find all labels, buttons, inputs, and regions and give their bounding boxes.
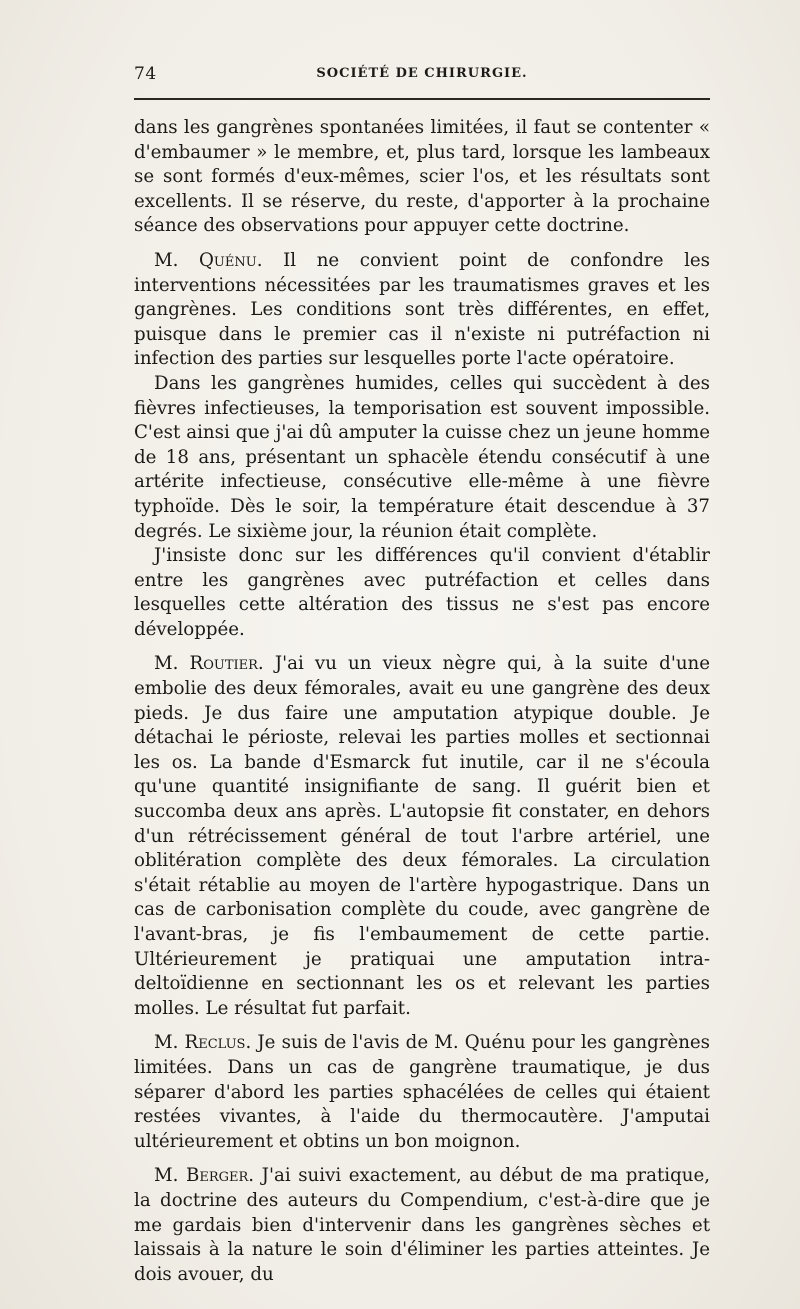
paragraph-text: Il ne convient point de confondre les interventions nécessitées par les traumatismes graves et les gangrènes. Les conditions sont très différentes, en effet, puisque dans le premier cas il n'existe ni putréfaction ni infection des parties sur lesquelles porte l'acte opératoire. xyxy=(134,249,710,370)
paragraph-text: J'ai vu un vieux nègre qui, à la suite d'une embolie des deux fémorales, avait eu une gangrène des deux pieds. Je dus faire une amputation atypique double. Je détachai le périoste, relevai les parties molles et sectionnai les os. La bande d'Esmarck fut inutile, car il ne s'écoula qu'une quantité insignifiante de sang. Il guérit bien et succomba deux ans après. L'autopsie fit constater, en dehors d'un rétrécissement général de tout l'arbre artériel, une oblitération complète des deux fémorales. La circulation s'était rétablie au moyen de l'artère hypogastrique. Dans un cas de carbonisation complète du coude, avec gangrène de l'avant-bras, je fis l'embaumement de cette partie. Ultérieurement je pratiquai une amputation intra-deltoïdienne en sectionnant les os et relevant les parties molles. Le résultat fut parfait. xyxy=(134,653,711,1019)
page-number: 74 xyxy=(134,64,157,84)
paragraph-quenu xyxy=(134,249,710,372)
speaker-name: M. Routier. xyxy=(154,653,264,675)
paragraph-insiste xyxy=(134,544,710,642)
speaker-name: M. Berger. xyxy=(154,1165,255,1187)
speaker-name: M. Quénu. xyxy=(154,249,263,271)
paragraph-text: Dans les gangrènes humides, celles qui succèdent à des fièvres infectieuses, la temporisation est souvent impossible. C'est ainsi que j'ai dû amputer la cuisse chez un jeune homme de 18 ans, présentant un sphacèle étendu consécutif à une artérite infectieuse, consécutive elle-même à une fièvre typhoïde. Dès le soir, la température était descendue à 37 degrés. Le sixième jour, la réunion était complète. xyxy=(134,372,710,542)
paragraph-continuation xyxy=(134,116,710,239)
paragraph-text: J'insiste donc sur les différences qu'il convient d'établir entre les gangrènes avec putréfaction et celles dans lesquelles cette altération des tissus ne s'est pas encore développée. xyxy=(134,545,710,640)
paragraph-text: Je suis de l'avis de M. Quénu pour les gangrènes limitées. Dans un cas de gangrène traumatique, je dus séparer d'abord les parties sphacélées de celles qui étaient restées vivantes, à l'aide du thermocautère. J'amputai ultérieurement et obtins un bon moignon. xyxy=(134,1032,711,1152)
paragraph-text: dans les gangrènes spontanées limitées, il faut se contenter « d'embaumer » le membre, et, plus tard, lorsque les lambeaux se sont formés d'eux-mêmes, scier l'os, et les résultats sont excellents. Il se réserve, du reste, d'apporter à la prochaine séance des observations pour appuyer cette doctrine. xyxy=(134,117,710,237)
header-rule xyxy=(134,98,710,100)
running-title: SOCIÉTÉ DE CHIRURGIE. xyxy=(316,66,528,81)
paragraph-reclus xyxy=(134,1031,710,1154)
paragraph-routier xyxy=(134,652,710,1021)
speaker-name: M. Reclus. xyxy=(154,1032,252,1054)
paragraph-berger xyxy=(134,1164,710,1287)
page-header xyxy=(134,64,710,88)
page-body xyxy=(134,116,710,1287)
paragraph-text: J'ai suivi exactement, au début de ma pratique, la doctrine des auteurs du Compendium, c'est-à-dire que je me gardais bien d'intervenir dans les gangrènes sèches et laissais à la nature le soin d'éliminer les parties atteintes. Je dois avouer, du xyxy=(134,1165,710,1285)
paragraph-gangrenes-humides xyxy=(134,372,710,544)
